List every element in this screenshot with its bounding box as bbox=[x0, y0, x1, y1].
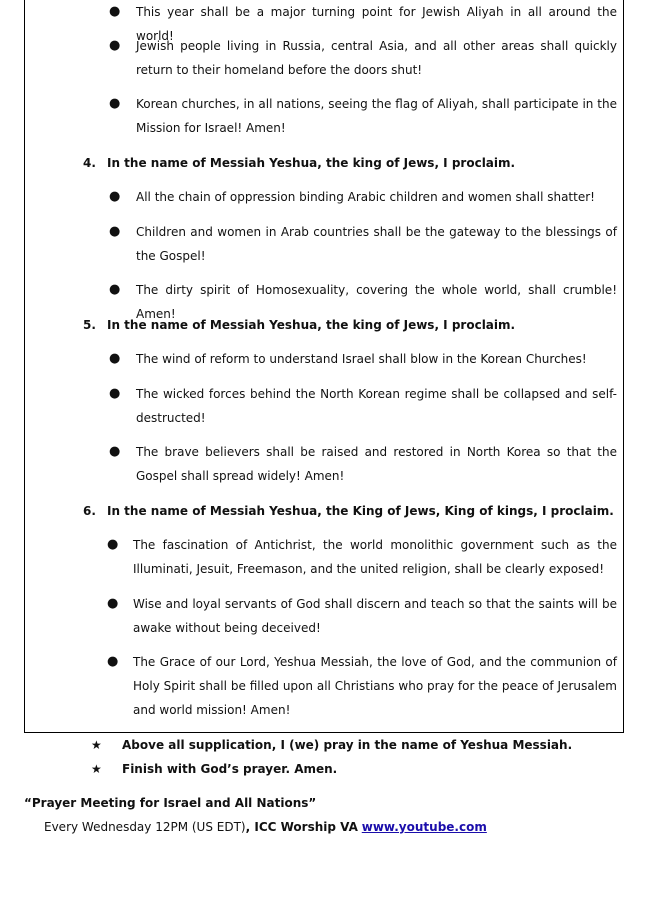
section-heading bbox=[83, 499, 623, 523]
separator: , bbox=[245, 820, 255, 834]
prayer-item: Wise and loyal servants of God shall discern and teach so that the saints will be awake without being deceived! bbox=[133, 597, 617, 635]
bullet-icon: ● bbox=[109, 224, 121, 239]
meeting-schedule: Every Wednesday 12PM (US EDT) bbox=[44, 820, 246, 834]
meeting-title: “Prayer Meeting for Israel and All Nations” bbox=[24, 796, 317, 810]
section-title: In the name of Messiah Yeshua, the King of Jews, King of kings, I proclaim. bbox=[107, 504, 614, 518]
prayer-item: All the chain of oppression binding Arabic children and women shall shatter! bbox=[136, 190, 595, 204]
bullet-icon: ● bbox=[107, 654, 119, 669]
prayer-item: The wicked forces behind the North Korean regime shall be collapsed and self-destructed! bbox=[136, 387, 617, 425]
bullet-icon: ● bbox=[109, 38, 121, 53]
bullet-icon: ● bbox=[109, 189, 121, 204]
section-heading bbox=[83, 313, 623, 337]
prayer-item: This year shall be a major turning point for Jewish Aliyah in all around the world! bbox=[136, 5, 617, 43]
bullet-icon: ● bbox=[109, 282, 121, 297]
bullet-icon: ● bbox=[109, 96, 121, 111]
section-number: 6. bbox=[83, 504, 96, 518]
closing-line: Finish with God’s prayer. Amen. bbox=[122, 762, 338, 776]
star-icon: ★ bbox=[91, 738, 102, 752]
section-number: 4. bbox=[83, 156, 96, 170]
organization-name: ICC Worship VA bbox=[254, 820, 358, 834]
prayer-item: The Grace of our Lord, Yeshua Messiah, the love of God, and the communion of Holy Spirit shall be filled upon all Christians who pray for the peace of Jerusalem and world mission! Amen! bbox=[133, 655, 617, 717]
prayer-item: The dirty spirit of Homosexuality, covering the whole world, shall crumble! Amen! bbox=[136, 283, 617, 321]
youtube-link[interactable]: www.youtube.com bbox=[361, 820, 487, 834]
bullet-icon: ● bbox=[107, 537, 119, 552]
star-icon: ★ bbox=[91, 762, 102, 776]
bullet-icon: ● bbox=[109, 4, 121, 19]
bullet-icon: ● bbox=[107, 596, 119, 611]
prayer-item: Children and women in Arab countries shall be the gateway to the blessings of the Gospel! bbox=[136, 225, 617, 263]
meeting-details bbox=[44, 815, 487, 839]
section-number: 5. bbox=[83, 318, 96, 332]
prayer-item: The brave believers shall be raised and restored in North Korea so that the Gospel shall spread widely! Amen! bbox=[136, 445, 617, 483]
prayer-item: Jewish people living in Russia, central Asia, and all other areas shall quickly return to their homeland before the doors shut! bbox=[136, 39, 617, 77]
section-heading bbox=[83, 151, 623, 175]
prayer-item: The wind of reform to understand Israel shall blow in the Korean Churches! bbox=[136, 352, 587, 366]
bullet-icon: ● bbox=[109, 351, 121, 366]
prayer-item: The fascination of Antichrist, the world monolithic government such as the Illuminati, Jesuit, Freemason, and the united religion, shall be clearly exposed! bbox=[133, 538, 617, 576]
bullet-icon: ● bbox=[109, 386, 121, 401]
bullet-icon: ● bbox=[109, 444, 121, 459]
prayer-item: Korean churches, in all nations, seeing the flag of Aliyah, shall participate in the Mission for Israel! Amen! bbox=[136, 97, 617, 135]
section-title: In the name of Messiah Yeshua, the king of Jews, I proclaim. bbox=[107, 156, 516, 170]
closing-line: Above all supplication, I (we) pray in the name of Yeshua Messiah. bbox=[122, 738, 573, 752]
section-title: In the name of Messiah Yeshua, the king of Jews, I proclaim. bbox=[107, 318, 516, 332]
